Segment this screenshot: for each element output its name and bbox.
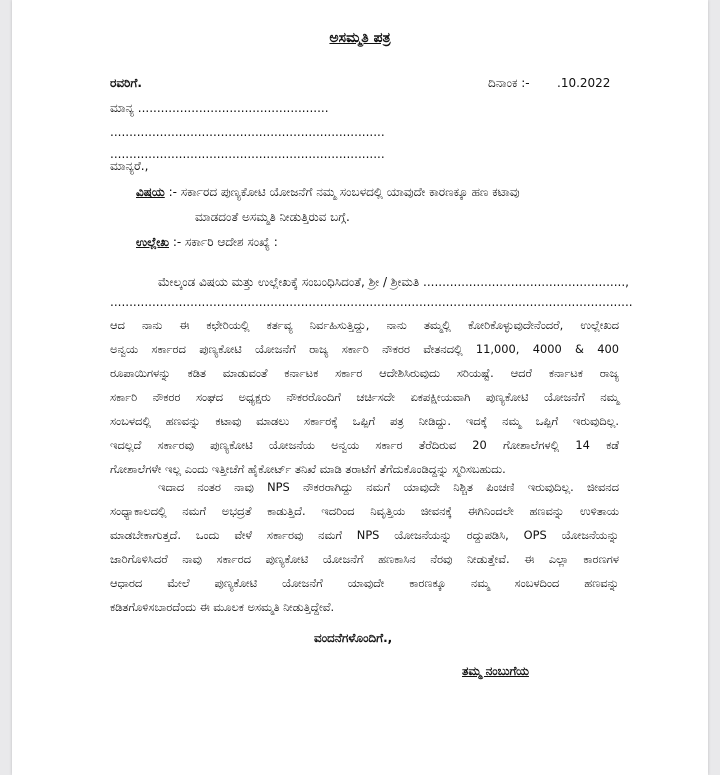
- paragraph-line: ರೂಪಾಯಿಗಳನ್ನು ಕಡಿತ ಮಾಡುವಂತೆ ಕರ್ನಾಟಕ ಸರ್ಕಾರ ಆದೇಶಿಸಿರುವುದು ಸರಿಯಷ್ಟೆ. ಆದರೆ ಕರ್ನಾಟಕ ರಾಜ್ಯ: [110, 366, 619, 380]
- paragraph-line: ಮಾಡಬೇಕಾಗುತ್ತದೆ. ಒಂದು ವೇಳೆ ಸರ್ಕಾರವು ನಮಗೆ NPS ಯೋಜನೆಯನ್ನು ರದ್ದುಪಡಿಸಿ, OPS ಯೋಜನೆಯನ್ನು: [110, 528, 619, 542]
- reference-text: :- ಸರ್ಕಾರಿ ಆದೇಶ ಸಂಖ್ಯೆ :: [169, 235, 278, 249]
- paragraph-line: ಆದ ನಾನು ಈ ಕಛೇರಿಯಲ್ಲಿ ಕರ್ತವ್ಯ ನಿರ್ವಹಿಸುತ್ತಿದ್ದು, ನಾನು ತಮ್ಮಲ್ಲಿ ಕೋರಿಕೊಳ್ಳುವುದೇನೆಂದರೆ, ಉಲ್ಲೇಖದ: [110, 318, 619, 332]
- subject-text: :- ಸರ್ಕಾರದ ಪುಣ್ಯಕೋಟಿ ಯೋಜನೆಗೆ ನಮ್ಮ ಸಂಬಳದಲ್ಲಿ ಯಾವುದೇ ಕಾರಣಕ್ಕೂ ಹಣ ಕಟಾವು: [164, 185, 520, 199]
- paragraph-line: ಆಧಾರದ ಮೇಲೆ ಪುಣ್ಯಕೋಟಿ ಯೋಜನೆಗೆ ಯಾವುದೇ ಕಾರಣಕ್ಕೂ ನಮ್ಮ ಸಂಬಳದಿಂದ ಹಣವನ್ನು: [110, 576, 619, 590]
- intro-dots-line: .........................................................................................................................................: [110, 295, 633, 309]
- paragraph-line: ಇದಾದ ನಂತರ ನಾವು NPS ನೌಕರರಾಗಿದ್ದು ನಮಗೆ ಯಾವುದೇ ನಿಶ್ಚಿತ ಪಿಂಚಣಿ ಇರುವುದಿಲ್ಲ. ಜೀವನದ: [158, 480, 619, 494]
- document-page: [12, 0, 708, 775]
- subject-label: ವಿಷಯ: [136, 185, 165, 199]
- reference-label: ಉಲ್ಲೇಖ: [136, 235, 169, 249]
- date-label: ದಿನಾಂಕ :-: [488, 76, 530, 90]
- paragraph-line: ಸಂಬಳದಲ್ಲಿ ಹಣವನ್ನು ಕಟಾವು ಮಾಡಲು ಸರ್ಕಾರಕ್ಕೆ ಒಪ್ಪಿಗೆ ಪತ್ರ ನೀಡಿದ್ದು. ಇದಕ್ಕೆ ನಮ್ಮ ಒಪ್ಪಿಗೆ ಇರುವುದಿಲ್ಲ.: [110, 414, 619, 428]
- paragraph-line: ಜಾರಿಗೊಳಿಸಿದರೆ ನಾವು ಸರ್ಕಾರದ ಪುಣ್ಯಕೋಟಿ ಯೋಜನೆಗೆ ಹಣಕಾಸಿನ ನೆರವು ನೀಡುತ್ತೇವೆ. ಈ ಎಲ್ಲಾ ಕಾರಣಗಳ: [110, 552, 619, 566]
- subject-line-2: ಮಾಡದಂತೆ ಅಸಮ್ಮತಿ ನೀಡುತ್ತಿರುವ ಬಗ್ಗೆ.: [195, 210, 350, 224]
- paragraph-line: ಗೋಶಾಲೆಗಳೇ ಇಲ್ಲ ಎಂದು ಇತ್ತೀಚೆಗೆ ಹೈಕೋರ್ಟ್ ತನಿಖೆ ಮಾಡಿ ತರಾಟೆಗೆ ತೆಗೆದುಕೊಂಡಿದ್ದನ್ನು ಸ್ಮರಿಸಬಹುದು.: [110, 462, 506, 476]
- signature-label: ತಮ್ಮ ನಂಬುಗೆಯ: [462, 664, 529, 678]
- recipient-line-1: ಮಾನ್ಯ ..................................................: [110, 101, 329, 115]
- recipient-line-2: ........................................................................: [110, 125, 385, 139]
- paragraph-line: ಸಂಧ್ಯಾಕಾಲದಲ್ಲಿ ನಮಗೆ ಅಭದ್ರತೆ ಕಾಡುತ್ತಿದೆ. ಇದರಿಂದ ನಿವೃತ್ತಿಯ ಜೀವನಕ್ಕೆ ಈಗಿನಿಂದಲೇ ಹಣವನ್ನು ಉಳಿತಾಯ: [110, 504, 619, 518]
- intro-line: ಮೇಲ್ಕಂಡ ವಿಷಯ ಮತ್ತು ಉಲ್ಲೇಖಕ್ಕೆ ಸಂಬಂಧಿಸಿದಂತೆ, ಶ್ರೀ / ಶ್ರೀಮತಿ .....................................................,: [158, 275, 629, 289]
- recipient-line-3: ........................................................................: [110, 147, 385, 161]
- paragraph-line: ಸರ್ಕಾರಿ ನೌಕರರ ಸಂಘದ ಅಧ್ಯಕ್ಷರು ನೌಕರರೊಂದಿಗೆ ಚರ್ಚಿಸದೇ ಏಕಪಕ್ಷೀಯವಾಗಿ ಪುಣ್ಯಕೋಟಿ ಯೋಜನೆಗೆ ನಮ್ಮ: [110, 390, 619, 404]
- paragraph-line: ಇದಲ್ಲದೆ ಸರ್ಕಾರವು ಪುಣ್ಯಕೋಟಿ ಯೋಜನೆಯ ಅನ್ವಯ ಸರ್ಕಾರ ತೆರೆದಿರುವ 20 ಗೋಶಾಲೆಗಳಲ್ಲಿ 14 ಕಡೆ: [110, 438, 619, 452]
- paragraph-line: ಅನ್ವಯ ಸರ್ಕಾರದ ಪುಣ್ಯಕೋಟಿ ಯೋಜನೆಗೆ ರಾಜ್ಯ ಸರ್ಕಾರಿ ನೌಕರರ ವೇತನದಲ್ಲಿ 11,000, 4000 & 400: [110, 342, 619, 356]
- reference-line: [136, 234, 278, 250]
- subject-line-1: [136, 184, 520, 200]
- addressee-label: ರವರಿಗೆ.: [110, 76, 142, 90]
- closing: ವಂದನೆಗಳೊಂದಿಗೆ.,: [314, 631, 393, 645]
- salutation: ಮಾನ್ಯರೆ.,: [110, 159, 149, 173]
- letter-title: ಅಸಮ್ಮತಿ ಪತ್ರ: [329, 30, 391, 46]
- date-value: .10.2022: [557, 76, 611, 90]
- paragraph-line: ಕಡಿತಗೊಳಿಸಬಾರದೆಂದು ಈ ಮೂಲಕ ಅಸಮ್ಮತಿ ನೀಡುತ್ತಿದ್ದೇವೆ.: [110, 600, 335, 614]
